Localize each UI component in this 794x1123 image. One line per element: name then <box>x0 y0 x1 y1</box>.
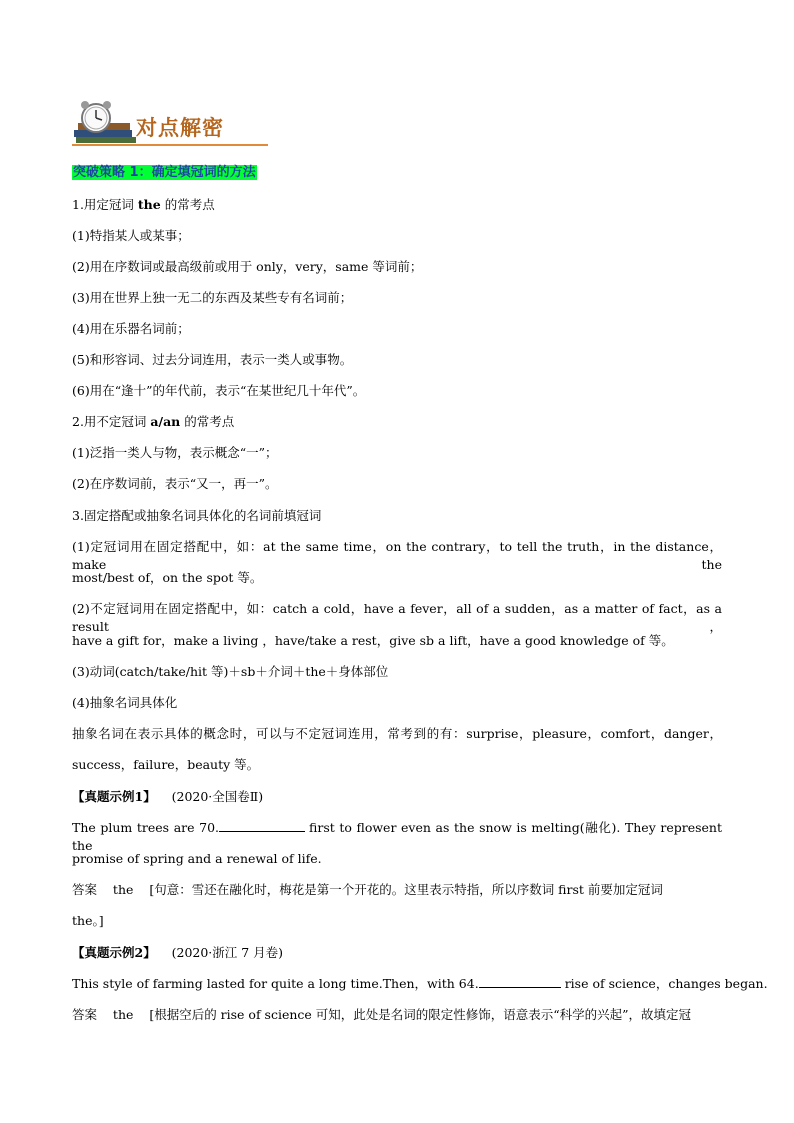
example-1-question-continuation: promise of spring and a renewal of life. <box>72 851 322 866</box>
list-item-continuation: most/best of，on the spot 等。 <box>72 570 263 585</box>
section-3-heading: 3.固定搭配或抽象名词具体化的名词前填冠词 <box>72 508 322 523</box>
list-item: (2)不定冠词用在固定搭配中，如：catch a cold，have a fever，all of a sudden，as a matter of fact，as a result， <box>72 601 722 634</box>
list-item: (3)动词(catch/take/hit 等)＋sb＋介词＋the＋身体部位 <box>72 664 389 679</box>
example-2-header <box>72 944 283 962</box>
example-1-question: The plum trees are 70. first to flower even as the snow is melting(融化). They represent the <box>72 820 722 853</box>
paragraph-line: success，failure，beauty 等。 <box>72 757 260 772</box>
section-2-heading: 2.用不定冠词 a/an 的常考点 <box>72 414 235 429</box>
list-item: (1)泛指一类人与物，表示概念“一”； <box>72 445 278 460</box>
example-source: (2020·浙江 7 月卷) <box>171 945 284 960</box>
list-item: (4)用在乐器名词前； <box>72 321 190 336</box>
list-item: (3)用在世界上独一无二的东西及某些专有名词前； <box>72 290 353 305</box>
example-1-answer: 答案 the [句意：雪还在融化时，梅花是第一个开花的。这里表示特指，所以序数词 first 前要加定冠词 <box>72 882 663 897</box>
list-item: (6)用在“逢十”的年代前，表示“在某世纪几十年代”。 <box>72 383 366 398</box>
strategy-heading <box>72 163 257 183</box>
example-source: (2020·全国卷Ⅱ) <box>171 789 264 804</box>
answer-blank[interactable] <box>479 975 561 988</box>
banner-divider <box>72 144 268 146</box>
list-item: (2)在序数词前，表示“又一，再一”。 <box>72 476 278 491</box>
strategy-label: 突破策略 1 <box>73 165 139 180</box>
example-2-question: This style of farming lasted for quite a long time.Then，with 64. rise of science，changes began. <box>72 976 768 991</box>
example-1-header <box>72 788 263 806</box>
example-1-answer-continuation: the。] <box>72 913 104 928</box>
list-item: (4)抽象名词具体化 <box>72 695 178 710</box>
example-2-answer: 答案 the [根据空后的 rise of science 可知，此处是名词的限定性修饰，语意表示“科学的兴起”，故填定冠 <box>72 1007 692 1022</box>
list-item: (5)和形容词、过去分词连用，表示一类人或事物。 <box>72 352 353 367</box>
list-item-continuation: have a gift for，make a living ，have/take a rest，give sb a lift，have a good knowledge of 等。 <box>72 633 674 648</box>
section-1-heading: 1.用定冠词 the 的常考点 <box>72 197 215 212</box>
example-label: 【真题示例2】 <box>72 945 156 960</box>
list-item: (2)用在序数词或最高级前或用于 only，very，same 等词前； <box>72 259 423 274</box>
banner-title: 对点解密 <box>136 116 224 140</box>
list-item: (1)特指某人或某事； <box>72 228 190 243</box>
example-label: 【真题示例1】 <box>72 789 156 804</box>
strategy-title: ：确定填冠词的方法 <box>138 165 256 180</box>
answer-blank[interactable] <box>219 819 305 832</box>
list-item: (1)定冠词用在固定搭配中，如：at the same time，on the contrary，to tell the truth，in the distance，make the <box>72 539 722 572</box>
paragraph-line: 抽象名词在表示具体的概念时，可以与不定冠词连用，常考到的有：surprise，pleasure，comfort，danger， <box>72 726 722 741</box>
